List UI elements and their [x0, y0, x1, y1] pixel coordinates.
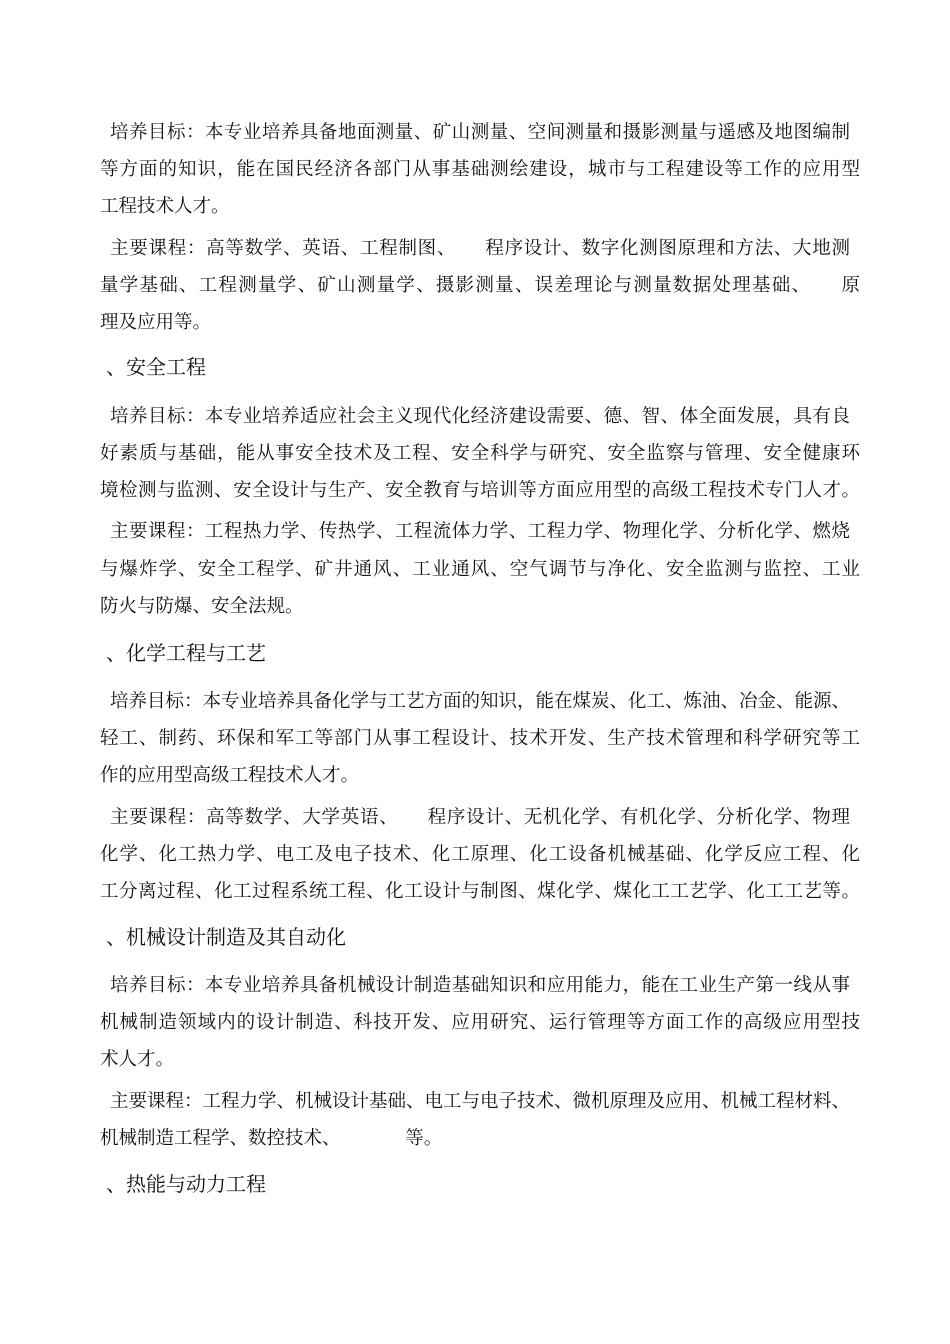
chemical-goal-line-1: 培养目标：本专业培养具备化学与工艺方面的知识，能在煤炭、化工、炼油、冶金、能源、: [110, 691, 850, 712]
section-heading-thermal: 、热能与动力工程: [106, 1172, 266, 1196]
surveying-courses-line-3: 理及应用等。: [100, 312, 212, 333]
safety-goal-line-3: 境检测与监测、安全设计与生产、安全教育与培训等方面应用型的高级工程技术专门人才。: [100, 480, 860, 501]
chemical-goal-line-2: 轻工、制药、环保和军工等部门从事工程设计、技术开发、生产技术管理和科学研究等工: [100, 728, 860, 749]
surveying-goal-line-1: 培养目标：本专业培养具备地面测量、矿山测量、空间测量和摄影测量与遥感及地图编制: [110, 122, 850, 143]
mechanical-goal-line-1: 培养目标：本专业培养具备机械设计制造基础知识和应用能力，能在工业生产第一线从事: [110, 975, 850, 996]
surveying-courses-line-1: 主要课程：高等数学、英语、工程制图、 程序设计、数字化测图原理和方法、大地测: [110, 238, 850, 259]
mechanical-goal-line-2: 机械制造领域内的设计制造、科技开发、应用研究、运行管理等方面工作的高级应用型技: [100, 1012, 860, 1033]
safety-goal-line-2: 好素质与基础，能从事安全技术及工程、安全科学与研究、安全监察与管理、安全健康环: [100, 443, 860, 464]
safety-courses-line-1: 主要课程：工程热力学、传热学、工程流体力学、工程力学、物理化学、分析化学、燃烧: [110, 521, 850, 542]
mechanical-goal-line-3: 术人才。: [100, 1049, 175, 1070]
mechanical-courses-line-2: 机械制造工程学、数控技术、 等。: [100, 1128, 443, 1149]
chemical-courses-line-3: 工分离过程、化工过程系统工程、化工设计与制图、煤化学、煤化工工艺学、化工工艺等。: [100, 881, 860, 902]
chemical-goal-line-3: 作的应用型高级工程技术人才。: [100, 765, 360, 786]
surveying-courses-line-2: 量学基础、工程测量学、矿山测量学、摄影测量、误差理论与测量数据处理基础、 原: [100, 275, 860, 296]
section-heading-mechanical: 、机械设计制造及其自动化: [106, 925, 346, 949]
section-heading-chemical: 、化学工程与工艺: [106, 641, 266, 665]
surveying-goal-line-2: 等方面的知识，能在国民经济各部门从事基础测绘建设，城市与工程建设等工作的应用型: [100, 159, 860, 180]
safety-courses-line-3: 防火与防爆、安全法规。: [100, 596, 304, 617]
chemical-courses-line-1: 主要课程：高等数学、大学英语、 程序设计、无机化学、有机化学、分析化学、物理: [110, 807, 850, 828]
chemical-courses-line-2: 化学、化工热力学、电工及电子技术、化工原理、化工设备机械基础、化学反应工程、化: [100, 844, 860, 865]
safety-courses-line-2: 与爆炸学、安全工程学、矿井通风、工业通风、空气调节与净化、安全监测与监控、工业: [100, 559, 860, 580]
mechanical-courses-line-1: 主要课程：工程力学、机械设计基础、电工与电子技术、微机原理及应用、机械工程材料、: [110, 1091, 850, 1112]
surveying-goal-line-3: 工程技术人才。: [100, 196, 230, 217]
section-heading-safety: 、安全工程: [106, 355, 206, 379]
safety-goal-line-1: 培养目标：本专业培养适应社会主义现代化经济建设需要、德、智、体全面发展，具有良: [110, 406, 850, 427]
